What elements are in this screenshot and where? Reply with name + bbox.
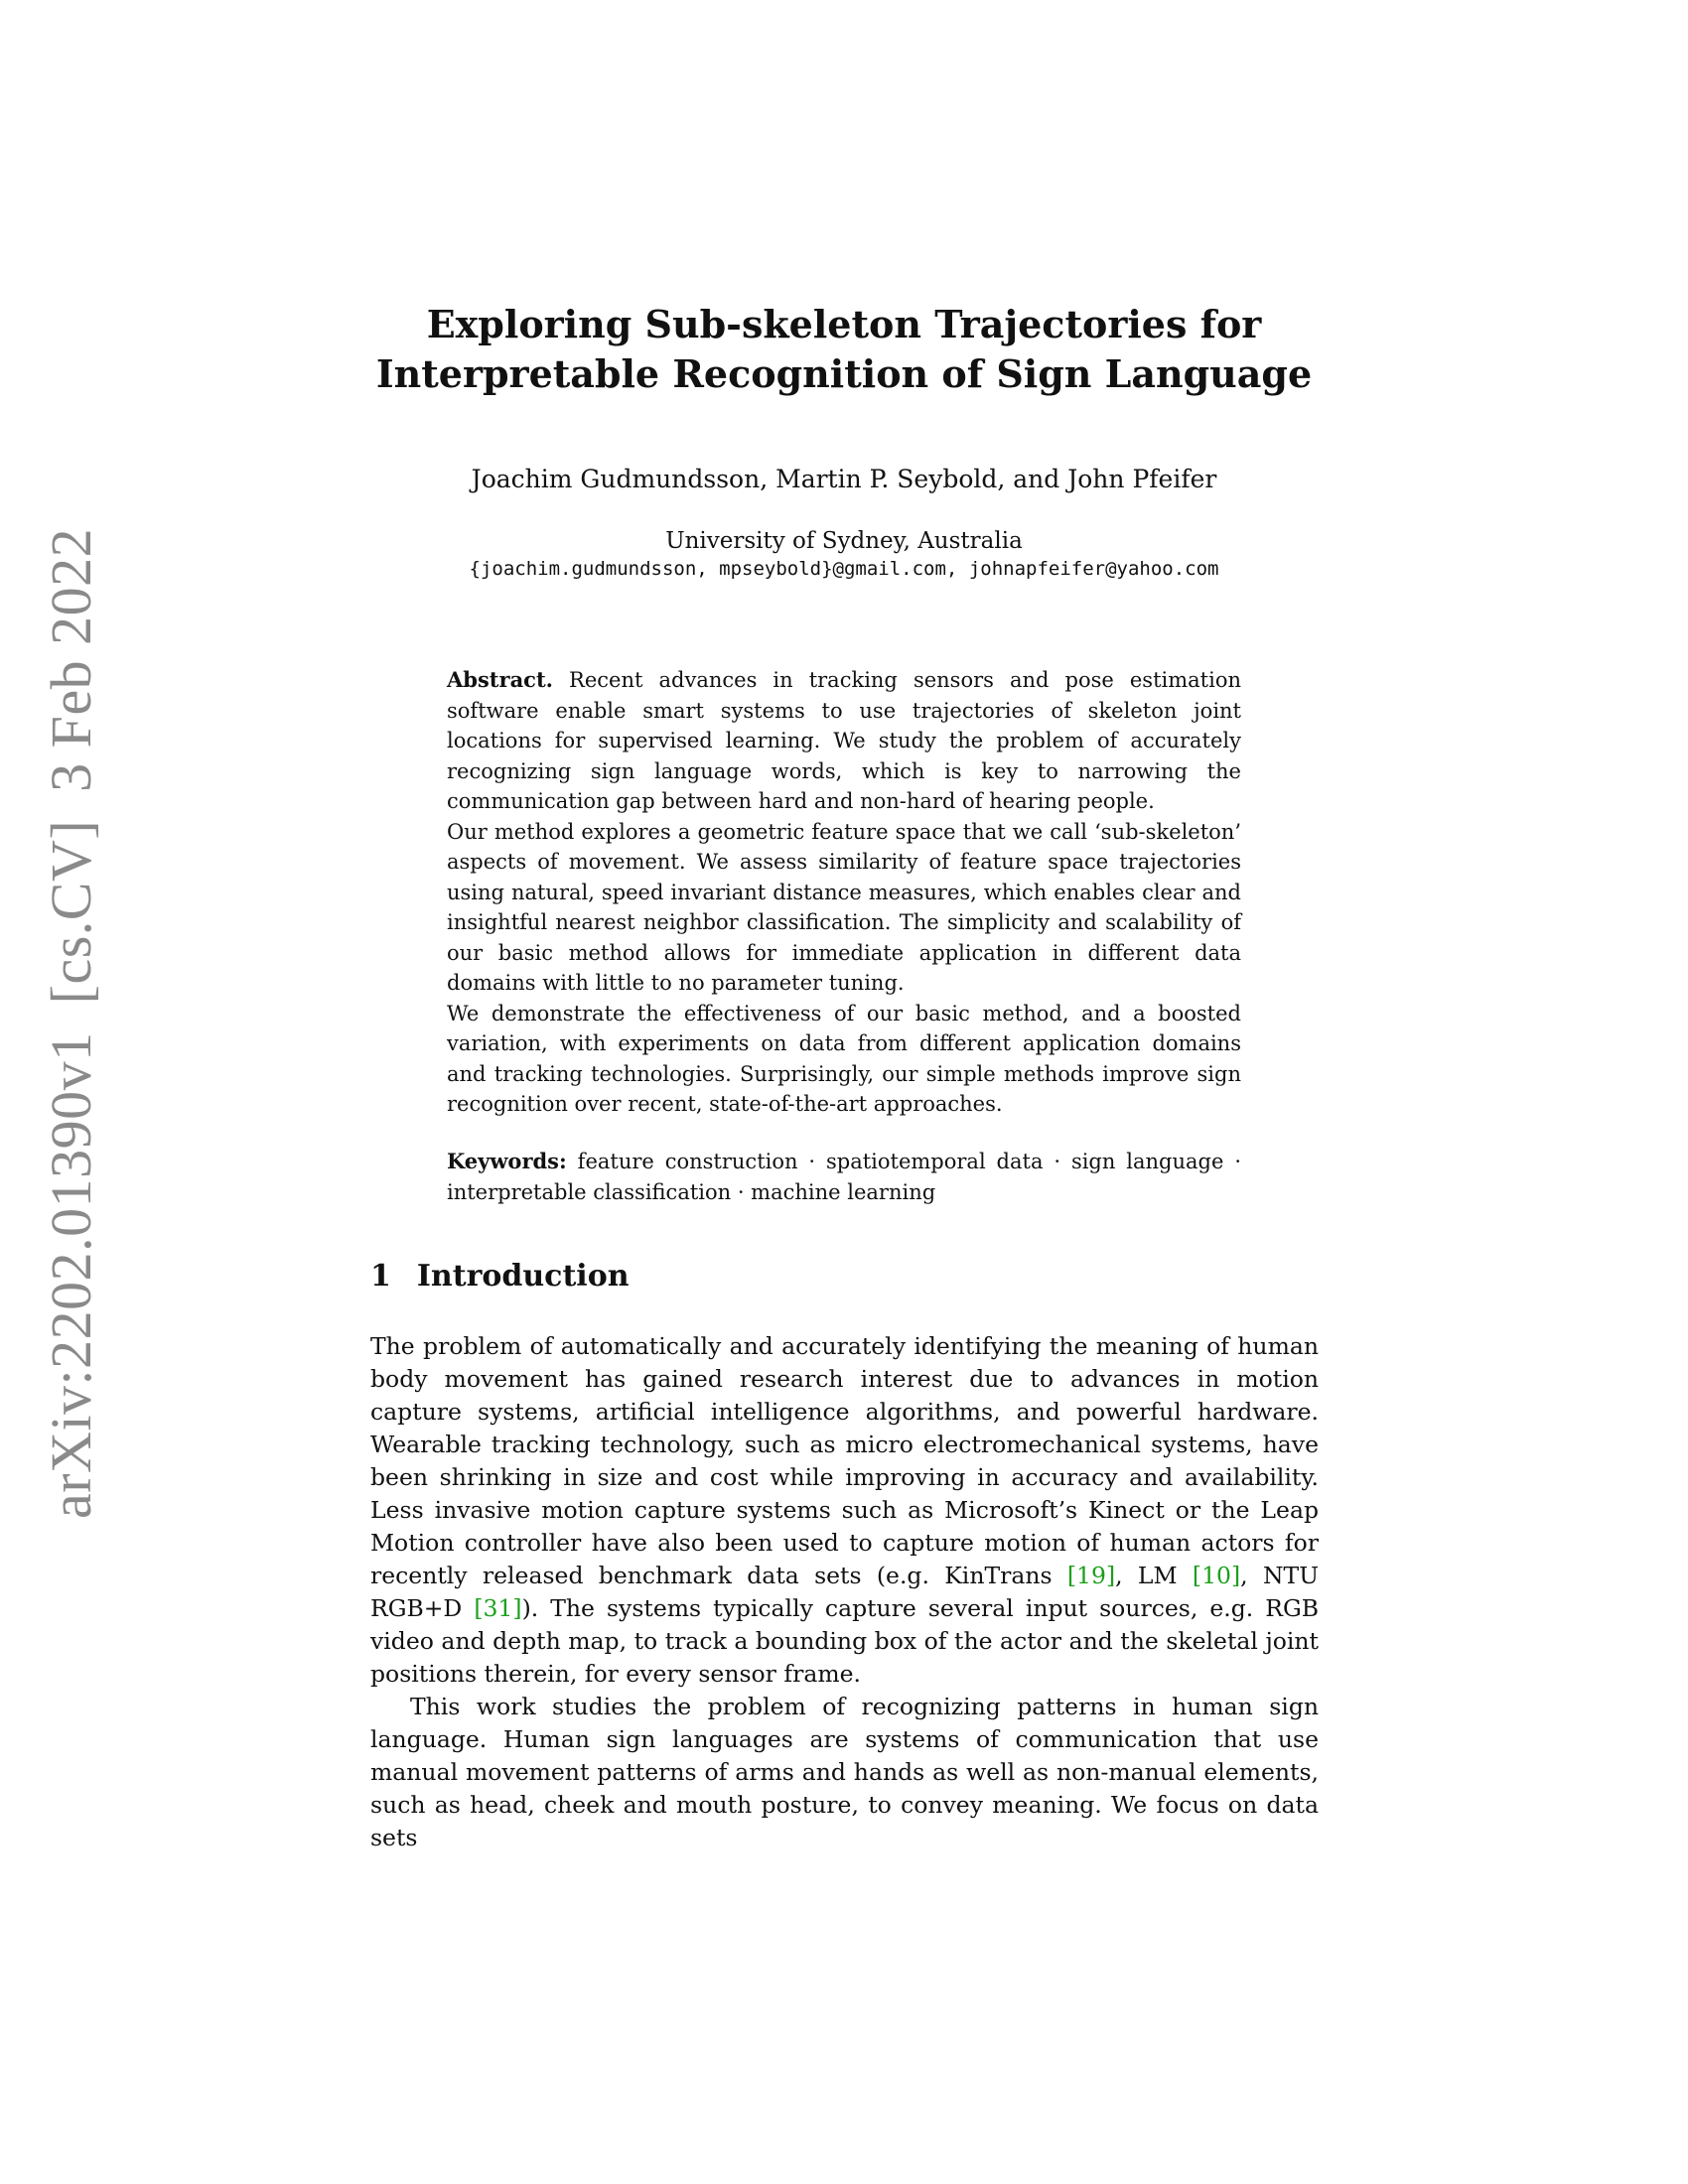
abstract-label: Abstract. bbox=[447, 667, 553, 692]
citation-link-19[interactable]: [19] bbox=[1066, 1562, 1116, 1589]
arxiv-category: [cs.CV] bbox=[39, 819, 103, 1005]
keywords-label: Keywords: bbox=[447, 1149, 567, 1173]
intro-text-1d: ). The systems typically capture several input sources, e.g. RGB video and depth map, to track a bounding box of the actor and the skeletal joint positions therein, for every sensor frame. bbox=[370, 1594, 1319, 1688]
author-emails: {joachim.gudmundsson, mpseybold}@gmail.com, johnapfeifer@yahoo.com bbox=[469, 558, 1219, 580]
affiliation: University of Sydney, Australia bbox=[665, 528, 1023, 554]
arxiv-stamp bbox=[38, 500, 104, 1519]
abstract-text-1: Recent advances in tracking sensors and pose estimation software enable smart systems to use trajectories of skeleton joint locations for supervised learning. We study the problem of accurately recognizing sign language words, which is key to narrowing the communication gap between hard and non-hard of hearing people. bbox=[447, 668, 1241, 813]
paper-title bbox=[298, 300, 1390, 399]
abstract-paragraph-3: We demonstrate the effectiveness of our basic method, and a boosted variation, with experiments on data from different application domains and tracking technologies. Surprisingly, our simple methods improve sign recognition over recent, state-of-the-art approaches. bbox=[447, 1001, 1241, 1116]
title-line-1: Exploring Sub-skeleton Trajectories for bbox=[426, 302, 1262, 346]
keywords bbox=[447, 1147, 1241, 1207]
arxiv-id: arXiv:2202.01390v1 bbox=[39, 1031, 103, 1519]
intro-text-1b: , LM bbox=[1115, 1562, 1193, 1589]
authors: Joachim Gudmundsson, Martin P. Seybold, and John Pfeifer bbox=[471, 465, 1217, 493]
introduction-body bbox=[370, 1330, 1319, 1854]
intro-text-1c: , NTU RGB+D bbox=[370, 1562, 1320, 1622]
intro-paragraph-1 bbox=[370, 1330, 1319, 1691]
keywords-text: feature construction · spatiotemporal data · sign language · interpretable classification · machine learning bbox=[447, 1150, 1241, 1204]
abstract-paragraph-2: Our method explores a geometric feature space that we call ‘sub-skeleton’ aspects of movement. We assess similarity of feature space trajectories using natural, speed invariant distance measures, which enables clear and insightful nearest neighbor classification. The simplicity and scalability of our basic method allows for immediate application in different data domains with little to no parameter tuning. bbox=[447, 819, 1241, 995]
abstract-paragraph-1 bbox=[447, 665, 1241, 817]
citation-link-31[interactable]: [31] bbox=[474, 1594, 522, 1622]
title-line-2: Interpretable Recognition of Sign Language bbox=[375, 351, 1313, 396]
section-title: Introduction bbox=[416, 1259, 630, 1294]
intro-text-1a: The problem of automatically and accurately identifying the meaning of human body movement has gained research interest due to advances in motion capture systems, artificial intelligence algorithms, and powerful hardware. Wearable tracking technology, such as micro electromechanical systems, have been shrinking in size and cost while improving in accuracy and availability. Less invasive motion capture systems such as Microsoft’s Kinect or the Leap Motion controller have also been used to capture motion of human actors for recently released benchmark data sets (e.g. KinTrans bbox=[370, 1332, 1319, 1589]
citation-link-10[interactable]: [10] bbox=[1192, 1562, 1241, 1589]
abstract bbox=[447, 665, 1241, 1120]
intro-paragraph-2: This work studies the problem of recognizing patterns in human sign language. Human sign languages are systems of communication that use manual movement patterns of arms and hands as well as non-manual elements, such as head, cheek and mouth posture, to convey meaning. We focus on data sets bbox=[370, 1693, 1319, 1851]
arxiv-date: 3 Feb 2022 bbox=[39, 527, 103, 792]
section-heading bbox=[370, 1259, 630, 1294]
section-number: 1 bbox=[370, 1259, 391, 1294]
